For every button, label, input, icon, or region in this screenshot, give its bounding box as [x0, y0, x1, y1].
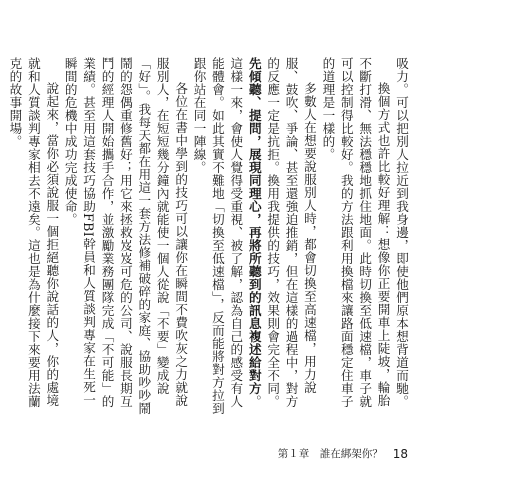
- chapter-title: 第１章 誰在綁架你？: [277, 448, 383, 460]
- page-number: 18: [392, 446, 408, 461]
- paragraph-2: 換個方式也許比較好理解：想像你正要開車上陡坡，輪胎不斷打滑、無法穩穩地抓住地面。此時切換至低速檔，車子就可以控制得比較好。我的方法跟利用換檔來讓路面穩定住車子的道理是一樣的。: [320, 57, 391, 408]
- body-text: [7, 57, 410, 417]
- paragraph-3-end: 。這樣一來，會使人覺得受重視、被了解，認為自己的感受有人能體會。如此其實不難地「切換至低速檔」，反而能將對方拉到跟你站在同一陣線。: [191, 57, 262, 415]
- paragraph-1: 吸力。可以把別人拉近到我身邊，即使他們原本想背道而馳。: [394, 57, 409, 408]
- bold-phrase: 先傾聽、提問，展現同理心，再將所聽到的訊息複述給對方: [246, 57, 262, 395]
- paragraph-3-text: 多數人在想要說服別人時，都會切換至高速檔，用力說服、鼓吹、爭論、甚至還強迫推銷，但在這樣的過程中，對方的反應一定是抗拒。換用我提供的技巧，效果則會完全不同。: [265, 57, 317, 408]
- page-footer: [278, 446, 408, 461]
- paragraph-5: 說起來，當你必須說服一個拒絕聽你說話的人，你的處境就和人質談判專家相去不遠矣。這也是為什麼接下來要用法蘭克的故事開場。: [7, 57, 60, 408]
- paragraph-3: [189, 57, 318, 417]
- paragraph-4: 各位在書中學到的技巧可以讓你在瞬間不費吹灰之力就說服別人，在短短幾分鐘內就能使一個人從說「不要」變成說「好」。我每天都在用這一套方法修補破碎的家庭、協助吵吵鬧鬧的怨偶重修舊好；用它來拯救岌岌可危的公司、說服長期互鬥的經理人開始攜手合作，並激勵業務團隊完成「不可能」的業績。甚至用這套技巧協助FBI幹員和人質談判專家在生死一瞬間的危機中成功完成使命。: [62, 57, 189, 415]
